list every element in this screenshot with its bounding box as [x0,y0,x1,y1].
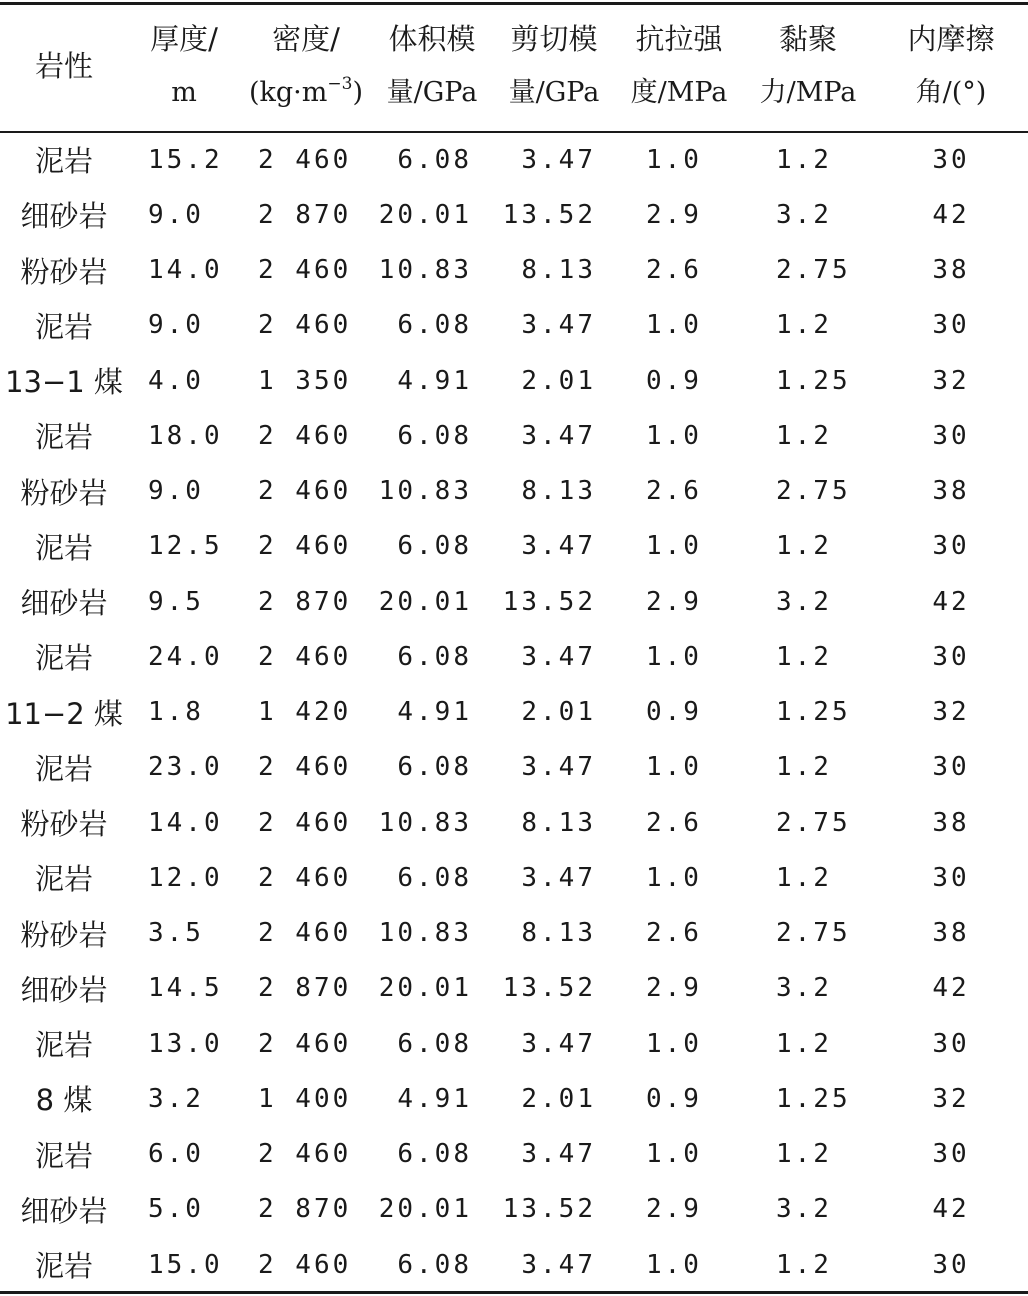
cell-density: 1 350 [258,365,352,396]
cell-friction-angle: 38 [932,807,970,838]
cell-density: 2 460 [258,255,352,286]
cell-cohesion: 1.2 [776,641,832,672]
cell-thickness: 5.0 [148,1194,204,1225]
cell-friction-angle: 42 [932,1194,970,1225]
cell-cohesion: 1.2 [776,531,832,562]
table-row [0,132,1028,187]
cell-friction-angle: 30 [932,641,970,672]
cell-bulk-modulus: 10.83 [378,807,472,838]
cell-lithology: 粉砂岩 [20,917,108,952]
table-row [0,740,1028,795]
header-tensile-strength-line1: 抗拉强 [635,22,723,56]
cell-thickness: 12.0 [148,862,223,893]
header-bulk-modulus [372,0,492,132]
header-tensile-strength [616,0,742,132]
cell-thickness: 18.0 [148,420,223,451]
cell-cohesion: 1.2 [776,144,832,175]
cell-cohesion: 1.2 [776,1249,832,1280]
table-row [0,961,1028,1016]
cell-shear-modulus: 3.47 [521,862,596,893]
cell-friction-angle: 30 [932,531,970,562]
cell-cohesion: 1.2 [776,310,832,341]
table-row [0,187,1028,242]
cell-bulk-modulus: 20.01 [378,586,472,617]
cell-shear-modulus: 3.47 [521,641,596,672]
cell-friction-angle: 30 [932,1028,970,1059]
cell-density: 2 870 [258,586,352,617]
cell-thickness: 14.0 [148,255,223,286]
cell-cohesion: 1.2 [776,1139,832,1170]
cell-tensile-strength: 1.0 [646,862,702,893]
cell-shear-modulus: 3.47 [521,1139,596,1170]
table-row [0,353,1028,408]
cell-tensile-strength: 1.0 [646,752,702,783]
cell-tensile-strength: 2.6 [646,807,702,838]
table-row [0,243,1028,298]
cell-density: 2 460 [258,752,352,783]
cell-bulk-modulus: 6.08 [397,420,472,451]
cell-density: 2 870 [258,1194,352,1225]
cell-tensile-strength: 1.0 [646,1249,702,1280]
cell-thickness: 3.2 [148,1083,204,1114]
cell-lithology: 13−1 煤 [5,365,123,400]
cell-lithology: 粉砂岩 [20,807,108,842]
cell-tensile-strength: 1.0 [646,144,702,175]
cell-thickness: 3.5 [148,918,204,949]
cell-thickness: 4.0 [148,365,204,396]
cell-thickness: 24.0 [148,641,223,672]
cell-shear-modulus: 3.47 [521,752,596,783]
cell-shear-modulus: 13.52 [502,1194,596,1225]
cell-tensile-strength: 2.6 [646,476,702,507]
cell-bulk-modulus: 6.08 [397,531,472,562]
cell-tensile-strength: 1.0 [646,1139,702,1170]
cell-density: 2 460 [258,1028,352,1059]
cell-tensile-strength: 2.6 [646,918,702,949]
cell-friction-angle: 38 [932,476,970,507]
cell-tensile-strength: 2.9 [646,199,702,230]
cell-shear-modulus: 2.01 [521,365,596,396]
cell-cohesion: 3.2 [776,973,832,1004]
cell-friction-angle: 30 [932,310,970,341]
cell-friction-angle: 32 [932,1083,970,1114]
cell-thickness: 14.0 [148,807,223,838]
header-tensile-strength-line2: 度/MPa [630,77,728,108]
cell-density: 2 460 [258,144,352,175]
cell-cohesion: 1.2 [776,862,832,893]
cell-bulk-modulus: 10.83 [378,255,472,286]
cell-bulk-modulus: 6.08 [397,862,472,893]
cell-thickness: 9.0 [148,310,204,341]
cell-thickness: 12.5 [148,531,223,562]
table-row [0,1237,1028,1292]
table-row [0,1127,1028,1182]
cell-shear-modulus: 2.01 [521,1083,596,1114]
cell-density: 2 460 [258,641,352,672]
cell-bulk-modulus: 6.08 [397,641,472,672]
cell-tensile-strength: 1.0 [646,310,702,341]
cell-cohesion: 2.75 [776,476,851,507]
cell-lithology: 泥岩 [34,1028,93,1063]
cell-tensile-strength: 1.0 [646,420,702,451]
table-row [0,629,1028,684]
cell-lithology: 细砂岩 [20,1193,108,1228]
cell-tensile-strength: 0.9 [646,365,702,396]
cell-thickness: 9.5 [148,586,204,617]
cell-bulk-modulus: 4.91 [397,697,472,728]
cell-thickness: 6.0 [148,1139,204,1170]
table-body [0,132,1028,1292]
cell-shear-modulus: 3.47 [521,1028,596,1059]
header-cohesion-line1: 黏聚 [778,22,837,56]
cell-cohesion: 1.2 [776,752,832,783]
header-shear-modulus-line2: 量/GPa [508,77,600,108]
cell-thickness: 14.5 [148,973,223,1004]
cell-tensile-strength: 2.6 [646,255,702,286]
cell-bulk-modulus: 4.91 [397,365,472,396]
cell-cohesion: 2.75 [776,918,851,949]
cell-density: 2 460 [258,807,352,838]
cell-cohesion: 3.2 [776,199,832,230]
cell-density: 2 460 [258,918,352,949]
table-row [0,408,1028,463]
header-density-exponent: −3 [327,74,353,94]
cell-tensile-strength: 1.0 [646,531,702,562]
cell-thickness: 23.0 [148,752,223,783]
cell-thickness: 1.8 [148,697,204,728]
cell-lithology: 泥岩 [34,862,93,897]
cell-shear-modulus: 3.47 [521,420,596,451]
header-shear-modulus-line1: 剪切模 [510,22,598,56]
table-row [0,298,1028,353]
cell-lithology: 泥岩 [34,420,93,455]
cell-shear-modulus: 3.47 [521,310,596,341]
header-thickness-line1: 厚度/ [150,22,218,56]
cell-tensile-strength: 2.9 [646,1194,702,1225]
cell-cohesion: 2.75 [776,255,851,286]
cell-density: 2 460 [258,862,352,893]
cell-friction-angle: 30 [932,752,970,783]
header-density-line2 [240,66,372,119]
cell-friction-angle: 32 [932,365,970,396]
table-row [0,519,1028,574]
header-density-line1: 密度/ [272,22,340,56]
cell-friction-angle: 38 [932,255,970,286]
cell-bulk-modulus: 6.08 [397,752,472,783]
header-density-unit-close: ) [352,77,363,108]
cell-lithology: 粉砂岩 [20,475,108,510]
table-row [0,1016,1028,1071]
cell-friction-angle: 42 [932,199,970,230]
cell-friction-angle: 38 [932,918,970,949]
header-friction-angle [874,0,1028,132]
cell-bulk-modulus: 10.83 [378,918,472,949]
cell-tensile-strength: 2.9 [646,973,702,1004]
cell-cohesion: 1.25 [776,697,851,728]
cell-shear-modulus: 3.47 [521,1249,596,1280]
cell-lithology: 泥岩 [34,641,93,676]
cell-friction-angle: 30 [932,144,970,175]
cell-density: 2 870 [258,199,352,230]
cell-shear-modulus: 8.13 [521,476,596,507]
table-row [0,850,1028,905]
header-lithology-label: 岩性 [34,48,93,83]
cell-friction-angle: 32 [932,697,970,728]
table-row [0,685,1028,740]
table-row [0,464,1028,519]
cell-thickness: 9.0 [148,476,204,507]
cell-cohesion: 3.2 [776,586,832,617]
cell-shear-modulus: 8.13 [521,807,596,838]
header-thickness-line2: m [171,77,197,108]
cell-shear-modulus: 3.47 [521,531,596,562]
cell-shear-modulus: 8.13 [521,255,596,286]
cell-thickness: 13.0 [148,1028,223,1059]
cell-shear-modulus: 13.52 [502,199,596,230]
cell-lithology: 8 煤 [35,1083,93,1118]
cell-friction-angle: 42 [932,973,970,1004]
cell-density: 2 460 [258,476,352,507]
cell-lithology: 泥岩 [34,530,93,565]
table-row [0,574,1028,629]
table-row [0,1182,1028,1237]
header-bulk-modulus-line1: 体积模 [388,22,476,56]
cell-tensile-strength: 0.9 [646,1083,702,1114]
cell-shear-modulus: 3.47 [521,144,596,175]
cell-shear-modulus: 2.01 [521,697,596,728]
cell-lithology: 泥岩 [34,1249,93,1284]
header-density [240,0,372,132]
cell-shear-modulus: 13.52 [502,586,596,617]
cell-shear-modulus: 8.13 [521,918,596,949]
cell-lithology: 泥岩 [34,751,93,786]
cell-cohesion: 1.25 [776,365,851,396]
cell-density: 2 460 [258,531,352,562]
cell-bulk-modulus: 20.01 [378,973,472,1004]
cell-friction-angle: 30 [932,1139,970,1170]
cell-cohesion: 2.75 [776,807,851,838]
table-row [0,1071,1028,1126]
cell-density: 2 460 [258,420,352,451]
table-header-row [0,0,1028,132]
cell-lithology: 泥岩 [34,309,93,344]
cell-density: 2 870 [258,973,352,1004]
cell-thickness: 15.2 [148,144,223,175]
cell-density: 2 460 [258,1249,352,1280]
cell-lithology: 11−2 煤 [5,696,123,731]
cell-lithology: 泥岩 [34,144,93,179]
cell-bulk-modulus: 10.83 [378,476,472,507]
header-lithology [0,0,128,132]
cell-bulk-modulus: 20.01 [378,1194,472,1225]
cell-thickness: 9.0 [148,199,204,230]
cell-tensile-strength: 1.0 [646,641,702,672]
cell-cohesion: 1.25 [776,1083,851,1114]
cell-lithology: 细砂岩 [20,972,108,1007]
cell-cohesion: 1.2 [776,420,832,451]
header-density-unit: (kg·m [249,77,328,108]
cell-bulk-modulus: 6.08 [397,1028,472,1059]
cell-tensile-strength: 2.9 [646,586,702,617]
cell-friction-angle: 30 [932,420,970,451]
cell-tensile-strength: 0.9 [646,697,702,728]
cell-friction-angle: 42 [932,586,970,617]
cell-shear-modulus: 13.52 [502,973,596,1004]
cell-bulk-modulus: 20.01 [378,199,472,230]
cell-density: 1 400 [258,1083,352,1114]
cell-cohesion: 3.2 [776,1194,832,1225]
cell-bulk-modulus: 4.91 [397,1083,472,1114]
cell-lithology: 粉砂岩 [20,254,108,289]
header-bulk-modulus-line2: 量/GPa [386,77,478,108]
table-row [0,906,1028,961]
header-friction-angle-line2: 角/(°) [915,77,987,108]
cell-bulk-modulus: 6.08 [397,1139,472,1170]
cell-friction-angle: 30 [932,1249,970,1280]
header-cohesion [742,0,874,132]
cell-bulk-modulus: 6.08 [397,144,472,175]
cell-lithology: 细砂岩 [20,199,108,234]
cell-density: 1 420 [258,697,352,728]
cell-density: 2 460 [258,1139,352,1170]
cell-bulk-modulus: 6.08 [397,310,472,341]
cell-lithology: 细砂岩 [20,586,108,621]
cell-thickness: 15.0 [148,1249,223,1280]
cell-lithology: 泥岩 [34,1138,93,1173]
table-row [0,795,1028,850]
header-thickness [128,0,240,132]
cell-cohesion: 1.2 [776,1028,832,1059]
header-shear-modulus [492,0,616,132]
cell-bulk-modulus: 6.08 [397,1249,472,1280]
cell-friction-angle: 30 [932,862,970,893]
cell-tensile-strength: 1.0 [646,1028,702,1059]
header-friction-angle-line1: 内摩擦 [907,22,995,56]
cell-density: 2 460 [258,310,352,341]
header-cohesion-line2: 力/MPa [759,77,857,108]
